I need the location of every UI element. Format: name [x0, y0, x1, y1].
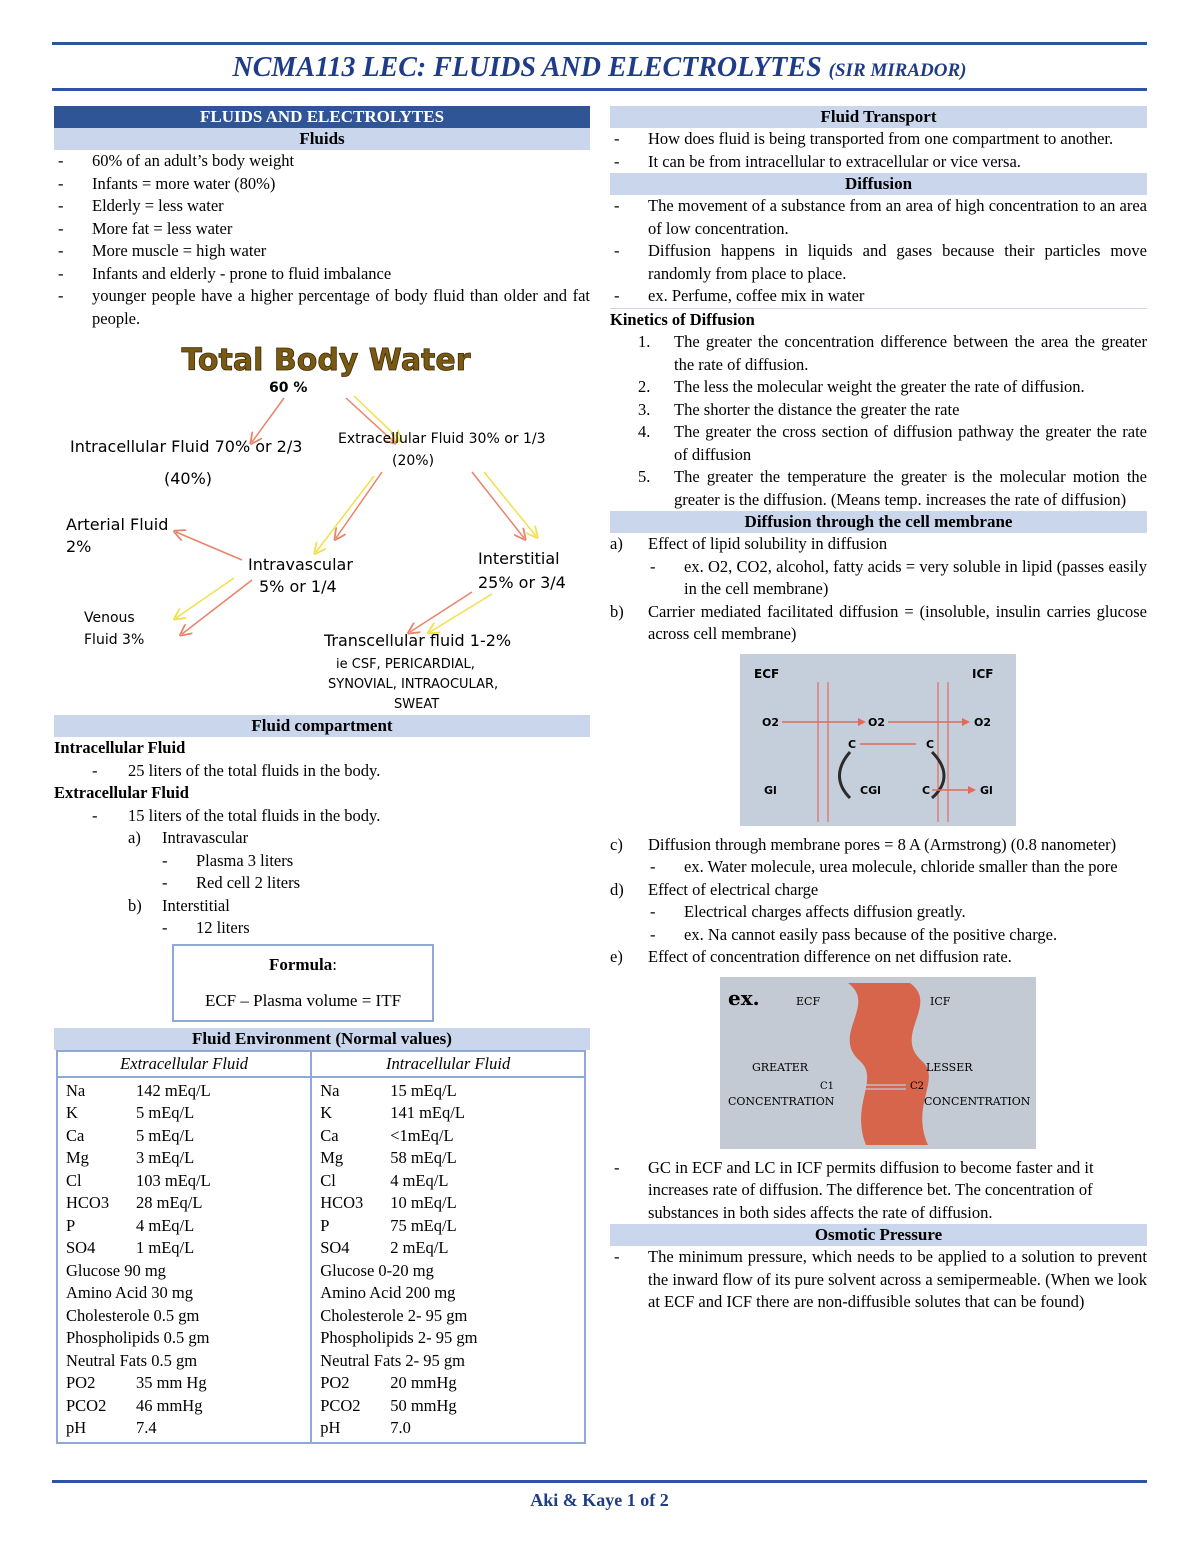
list-item: - More fat = less water: [54, 218, 590, 241]
arrow-ecf-intravascular-y: [316, 476, 374, 552]
list-item: 2. The less the molecular weight the greater the rate of diffusion.: [638, 377, 1085, 396]
svg-text:O2: O2: [762, 715, 780, 729]
svg-text:C1: C1: [820, 1080, 835, 1092]
value-row: Neutral Fats 2- 95 gm: [320, 1350, 466, 1370]
interstitial-label: Interstitial: [478, 549, 560, 568]
list-item: - Diffusion happens in liquids and gases because their particles move randomly from place to place.: [610, 240, 1147, 285]
value-row: Neutral Fats 0.5 gm: [66, 1350, 198, 1370]
list-item: c) Diffusion through membrane pores = 8 A (Armstrong) (0.8 nanometer): [610, 834, 1117, 854]
formula-box: Formula: ECF – Plasma volume = ITF: [172, 944, 434, 1022]
ecf-label: Extracellular Fluid 30% or 1/3: [338, 431, 546, 447]
list-item: 5. The greater the temperature the greater is the molecular motion the greater is the diffusion. (Means temp. increases the rate of diffusion): [638, 467, 1147, 509]
arrow-arterial: [176, 532, 242, 560]
transport-heading: Fluid Transport: [610, 106, 1147, 128]
svg-text:ECF: ECF: [754, 666, 780, 681]
intravascular-label-2: 5% or 1/4: [259, 577, 337, 596]
bottom-rule: [52, 1480, 1147, 1483]
page-title: NCMA113 LEC: FLUIDS AND ELECTROLYTES (SIR MIRADOR): [232, 52, 967, 83]
ecf-column-header: Extracellular Fluid: [57, 1051, 311, 1077]
list-item: - GC in ECF and LC in ICF permits diffusion to become faster and it increases rate of diffusion. The difference bet. The concentration of substances in both sides affects the rate of diffusion.: [610, 1157, 1147, 1225]
list-item: e) Effect of concentration difference on net diffusion rate.: [610, 947, 1012, 966]
ecf-label-2: (20%): [392, 453, 435, 469]
list-item: - Infants = more water (80%): [54, 173, 590, 196]
value-row: Phospholipids 2- 95 gm: [320, 1328, 478, 1347]
arrow-ecf-intravascular: [336, 472, 382, 538]
svg-text:O2: O2: [974, 715, 992, 729]
formula-value: ECF – Plasma volume = ITF: [204, 990, 402, 1010]
value-row: SO4 2 mEq/L: [320, 1238, 449, 1257]
page-footer: Aki & Kaye 1 of 2: [530, 1490, 669, 1510]
value-row: Ca <1mEq/L: [320, 1125, 454, 1145]
svg-text:ICF: ICF: [930, 994, 951, 1008]
arrow-venous-y: [176, 578, 234, 618]
list-item: - The movement of a substance from an area of high concentration to an area of low concentration.: [610, 195, 1147, 240]
value-row: Glucose 0-20 mg: [320, 1260, 434, 1280]
value-row: HCO3 10 mEq/L: [320, 1193, 457, 1212]
svg-text:ICF: ICF: [972, 666, 994, 681]
transcellular-label-4: SWEAT: [394, 697, 440, 712]
concentration-figure: [610, 975, 1147, 1151]
kinetics-heading: Kinetics of Diffusion: [610, 309, 755, 329]
left-column: [54, 106, 590, 1444]
list-item: b) Interstitial: [128, 895, 230, 915]
interstitial-label-2: 25% or 3/4: [478, 573, 566, 592]
list-item: - Plasma 3 liters: [54, 850, 590, 873]
value-row: pH 7.0: [320, 1418, 411, 1437]
icf-label: Intracellular Fluid: [54, 738, 186, 757]
arterial-label: Arterial Fluid: [66, 515, 169, 534]
list-item: - 60% of an adult’s body weight: [54, 150, 590, 173]
total-body-water-diagram: [54, 330, 590, 715]
value-row: pH 7.4: [66, 1418, 157, 1437]
diffusion-heading: Diffusion: [610, 173, 1147, 195]
svg-text:C: C: [926, 737, 935, 751]
venous-label-2: Fluid 3%: [84, 632, 145, 648]
icf-column-header: Intracellular Fluid: [311, 1051, 585, 1077]
list-item: - ex. Na cannot easily pass because of the positive charge.: [610, 924, 1147, 947]
svg-text:O2: O2: [868, 715, 886, 729]
transcellular-label-2: ie CSF, PERICARDIAL,: [336, 657, 475, 672]
list-item: 3. The shorter the distance the greater the rate: [638, 399, 960, 419]
arrow-to-icf: [252, 398, 284, 442]
transcellular-label: Transcellular fluid 1-2%: [324, 631, 512, 650]
transcellular-label-3: SYNOVIAL, INTRAOCULAR,: [328, 677, 499, 692]
svg-text:ECF: ECF: [796, 994, 821, 1008]
svg-text:CGl: CGl: [860, 783, 881, 797]
list-item: 1. The greater the concentration difference between the area the greater the rate of diffusion.: [638, 332, 1147, 374]
membrane-heading: Diffusion through the cell membrane: [610, 511, 1147, 533]
svg-text:Gl: Gl: [980, 783, 993, 797]
value-row: PCO2 50 mmHg: [320, 1395, 457, 1415]
value-row: K 5 mEq/L: [66, 1103, 195, 1122]
list-item: - ex. O2, CO2, alcohol, fatty acids = very soluble in lipid (passes easily in the cell membrane): [610, 556, 1147, 601]
arterial-label-2: 2%: [66, 537, 92, 556]
list-item: - More muscle = high water: [54, 240, 590, 263]
tbw-percent: 60 %: [269, 380, 308, 396]
list-item: - Electrical charges affects diffusion greatly.: [610, 901, 1147, 924]
list-item: - 15 liters of the total fluids in the body.: [54, 805, 590, 828]
venous-label: Venous: [84, 610, 135, 626]
list-item: - ex. Perfume, coffee mix in water: [610, 285, 1147, 309]
compartment-heading: Fluid compartment: [54, 715, 590, 737]
icf-label-2: (40%): [164, 469, 213, 488]
svg-text:CONCENTRATION: CONCENTRATION: [924, 1094, 1031, 1108]
value-row: PCO2 46 mmHg: [66, 1395, 203, 1415]
fluids-heading: Fluids: [54, 128, 590, 150]
list-item: b) Carrier mediated facilitated diffusion = (insoluble, insulin carries glucose across cell membrane): [610, 601, 1147, 643]
value-row: Mg 3 mEq/L: [66, 1148, 195, 1167]
list-item: - Infants and elderly - prone to fluid imbalance: [54, 263, 590, 286]
value-row: Na 142 mEq/L: [66, 1080, 211, 1100]
environment-table: [56, 1050, 586, 1444]
svg-text:CONCENTRATION: CONCENTRATION: [728, 1094, 835, 1108]
icf-label: Intracellular Fluid 70% or 2/3: [70, 437, 303, 456]
icf-values: [311, 1077, 585, 1443]
value-row: Cholesterole 0.5 gm: [66, 1305, 200, 1325]
carrier-diffusion-figure: [610, 652, 1147, 828]
value-row: Cholesterole 2- 95 gm: [320, 1305, 468, 1325]
value-row: PO2 35 mm Hg: [66, 1373, 207, 1392]
list-item: a) Effect of lipid solubility in diffusion: [610, 534, 888, 553]
value-row: Na 15 mEq/L: [320, 1080, 457, 1100]
svg-text:ex.: ex.: [728, 985, 760, 1010]
list-item: 4. The greater the cross section of diffusion pathway the greater the rate of diffusion: [638, 422, 1147, 464]
list-item: - younger people have a higher percentage of body fluid than older and fat people.: [54, 285, 590, 330]
list-item: - It can be from intracellular to extracellular or vice versa.: [610, 151, 1147, 174]
list-item: - Red cell 2 liters: [54, 872, 590, 895]
value-row: Cl 4 mEq/L: [320, 1170, 449, 1190]
osmotic-heading: Osmotic Pressure: [610, 1224, 1147, 1246]
value-row: Phospholipids 0.5 gm: [66, 1328, 210, 1347]
value-row: SO4 1 mEq/L: [66, 1238, 195, 1257]
svg-text:C2: C2: [910, 1080, 925, 1092]
value-row: K 141 mEq/L: [320, 1103, 465, 1122]
arrow-ecf-interstitial-y: [484, 472, 536, 536]
list-item: - 25 liters of the total fluids in the body.: [54, 760, 590, 783]
list-item: - Elderly = less water: [54, 195, 590, 218]
svg-text:C: C: [848, 737, 857, 751]
section-banner: FLUIDS AND ELECTROLYTES: [54, 106, 590, 128]
value-row: HCO3 28 mEq/L: [66, 1193, 203, 1212]
formula-label: Formula: [268, 954, 333, 974]
value-row: Amino Acid 200 mg: [320, 1283, 456, 1302]
value-row: P 4 mEq/L: [66, 1215, 195, 1235]
value-row: PO2 20 mmHg: [320, 1373, 457, 1392]
value-row: Ca 5 mEq/L: [66, 1125, 195, 1145]
list-item: - 12 liters: [54, 917, 590, 940]
value-row: P 75 mEq/L: [320, 1215, 457, 1235]
list-item: - How does fluid is being transported from one compartment to another.: [610, 128, 1147, 151]
ecf-values: [57, 1077, 311, 1443]
value-row: Glucose 90 mg: [66, 1260, 166, 1280]
intravascular-label: Intravascular: [248, 555, 353, 574]
value-row: Amino Acid 30 mg: [66, 1283, 193, 1302]
svg-text:GREATER: GREATER: [752, 1060, 809, 1074]
top-rule: [52, 42, 1147, 45]
list-item: d) Effect of electrical charge: [610, 879, 819, 899]
list-item: - The minimum pressure, which needs to be applied to a solution to prevent the inward flow of its pure solvent across a semipermeable. (When we look at ECF and ICF there are non-diffusible solutes that can be found): [610, 1246, 1147, 1314]
arrow-ecf-interstitial: [472, 472, 524, 538]
title-rule: [52, 88, 1147, 91]
value-row: Cl 103 mEq/L: [66, 1170, 211, 1190]
value-row: Mg 58 mEq/L: [320, 1148, 457, 1167]
tbw-title: Total Body Water: [181, 343, 471, 378]
ecf-label: Extracellular Fluid: [54, 783, 189, 802]
list-item: - ex. Water molecule, urea molecule, chloride smaller than the pore: [610, 856, 1147, 879]
right-column: [610, 106, 1147, 1314]
svg-text:LESSER: LESSER: [926, 1060, 973, 1074]
svg-text:Gl: Gl: [764, 783, 777, 797]
environment-heading: Fluid Environment (Normal values): [54, 1028, 590, 1050]
svg-text:C: C: [922, 783, 931, 797]
list-item: a) Intravascular: [128, 828, 249, 847]
